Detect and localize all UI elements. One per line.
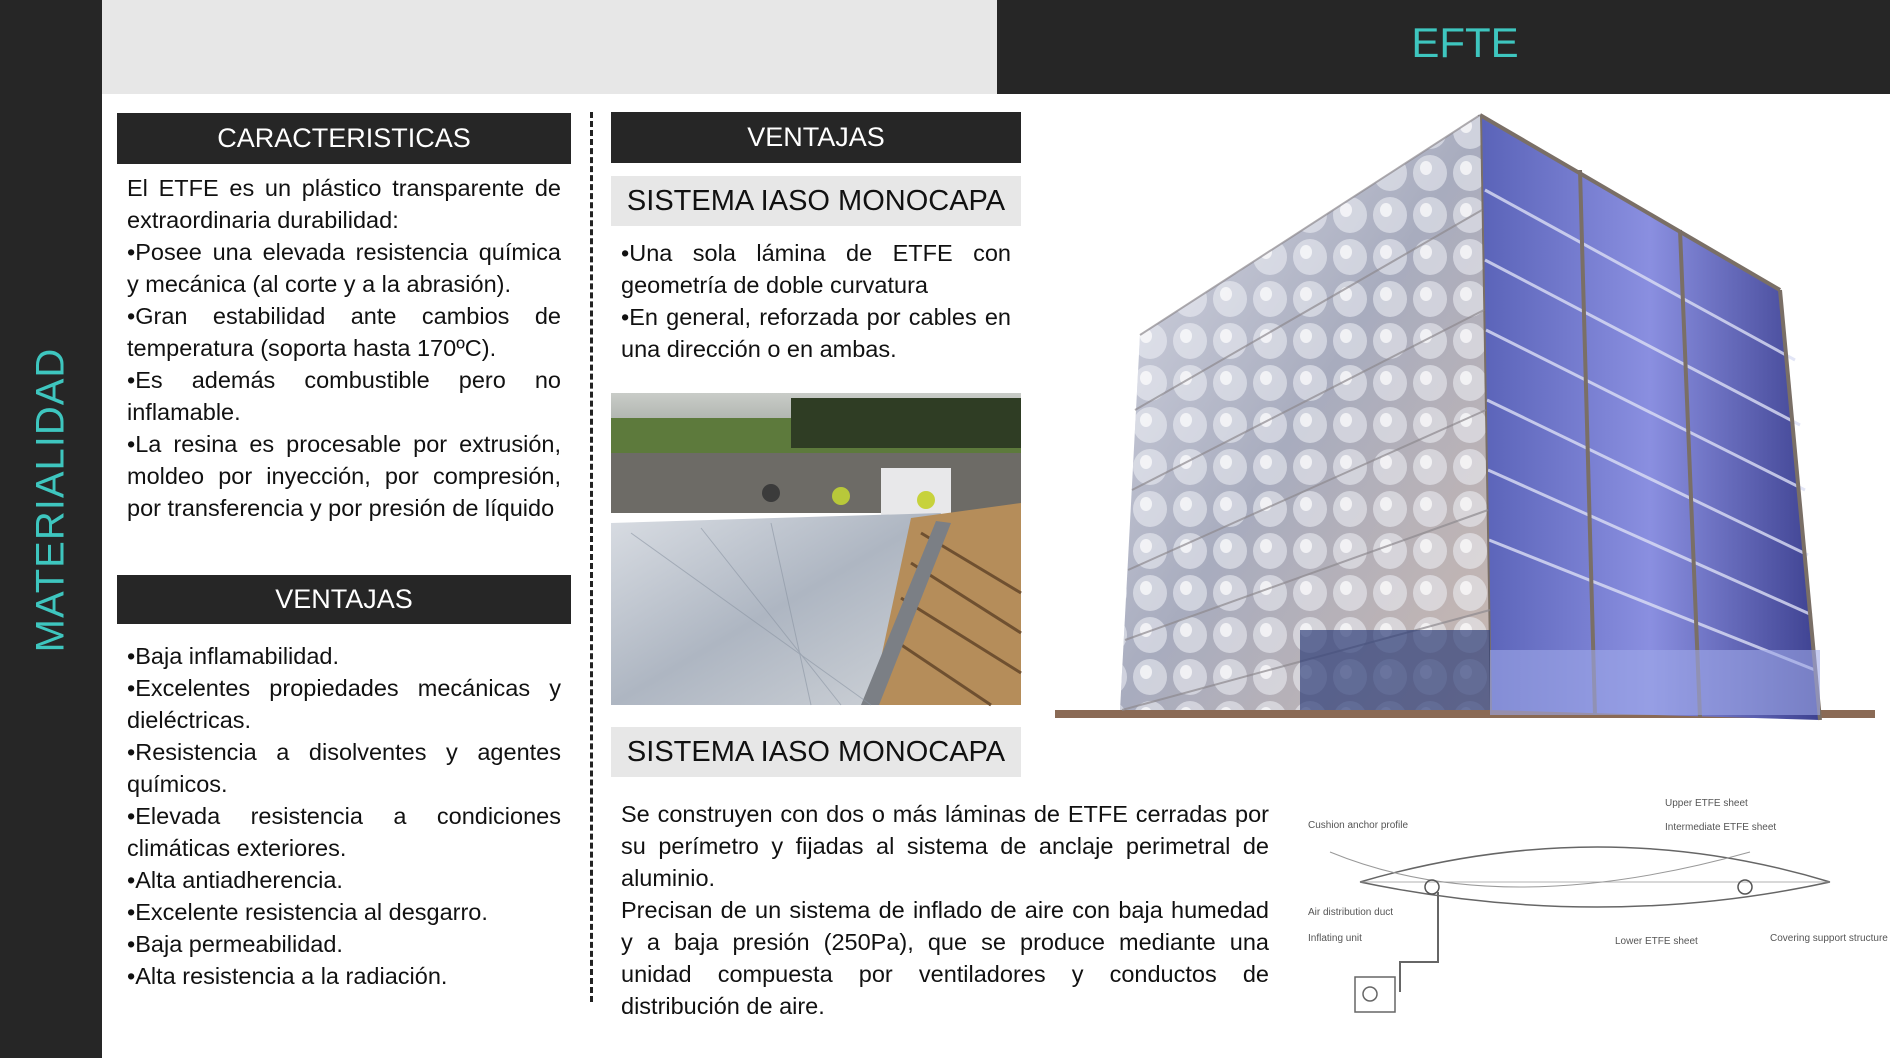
covering-support-label: Covering support structure — [1770, 933, 1888, 944]
construction-photo — [611, 393, 1021, 705]
list-item: •Baja inflamabilidad. — [127, 643, 340, 669]
sidebar-title: MATERIALIDAD — [28, 347, 73, 653]
list-item: •Elevada resistencia a condiciones climáticas exteriores. — [127, 803, 561, 861]
list-item: •Resistencia a disolventes y agentes químicos. — [127, 739, 561, 797]
air-duct-label: Air distribution duct — [1308, 907, 1394, 918]
ventajas-left-list — [127, 640, 561, 992]
caracteristicas-paragraph: •Es además combustible pero no inflamable. — [127, 367, 561, 425]
system2-title: SISTEMA IASO MONOCAPA — [626, 735, 1006, 768]
system2-paragraph: Se construyen con dos o más láminas de ETFE cerradas por su perímetro y fijadas al sistema de anclaje perimetral de aluminio. — [621, 801, 1269, 891]
list-item: •Excelente resistencia al desgarro. — [127, 899, 488, 925]
inflating-unit-label: Inflating unit — [1308, 933, 1362, 944]
system2-header — [611, 727, 1021, 777]
system2-paragraph: Precisan de un sistema de inflado de aire con baja humedad y a baja presión (250Pa), que se produce mediante una unidad compuesta por ventiladores y conductos de distribución de aire. — [621, 897, 1269, 1019]
caracteristicas-paragraph: El ETFE es un plástico transparente de extraordinaria durabilidad: — [127, 175, 561, 233]
caracteristicas-paragraph: •Posee una elevada resistencia química y mecánica (al corte y a la abrasión). — [127, 239, 561, 297]
ventajas-mid-header — [611, 112, 1021, 163]
caracteristicas-paragraph: •La resina es procesable por extrusión, moldeo por inyección, por compresión, por transferencia y por presión de líquido — [127, 431, 561, 521]
cushion-anchor-label: Cushion anchor profile — [1308, 820, 1409, 831]
list-item: •Una sola lámina de ETFE con geometría de doble curvatura — [621, 240, 1011, 298]
system1-header — [611, 176, 1021, 226]
system1-title: SISTEMA IASO MONOCAPA — [626, 184, 1006, 217]
list-item: •Alta resistencia a la radiación. — [127, 963, 448, 989]
top-gray-band — [102, 0, 997, 94]
upper-sheet-label: Upper ETFE sheet — [1665, 798, 1748, 809]
list-item: •Excelentes propiedades mecánicas y dieléctricas. — [127, 675, 561, 733]
caracteristicas-text — [127, 172, 561, 524]
system1-list — [621, 237, 1011, 365]
list-item: •Alta antiadherencia. — [127, 867, 343, 893]
intermediate-sheet-label: Intermediate ETFE sheet — [1665, 822, 1777, 833]
ventajas-mid-heading: VENTAJAS — [747, 122, 885, 152]
lower-sheet-label: Lower ETFE sheet — [1615, 936, 1698, 947]
column-divider — [590, 112, 593, 1002]
caracteristicas-paragraph: •Gran estabilidad ante cambios de temperatura (soporta hasta 170ºC). — [127, 303, 561, 361]
cushion-diagram — [1300, 792, 1888, 1020]
left-sidebar — [0, 0, 102, 1058]
caracteristicas-header — [117, 113, 571, 164]
caracteristicas-heading: CARACTERISTICAS — [217, 123, 471, 153]
building-photo — [1050, 110, 1880, 730]
system2-text — [621, 798, 1269, 1022]
page-title: EFTE — [1411, 19, 1519, 66]
list-item: •Baja permeabilidad. — [127, 931, 343, 957]
ventajas-left-heading: VENTAJAS — [275, 584, 413, 614]
ventajas-left-header — [117, 575, 571, 624]
list-item: •En general, reforzada por cables en una dirección o en ambas. — [621, 304, 1011, 362]
